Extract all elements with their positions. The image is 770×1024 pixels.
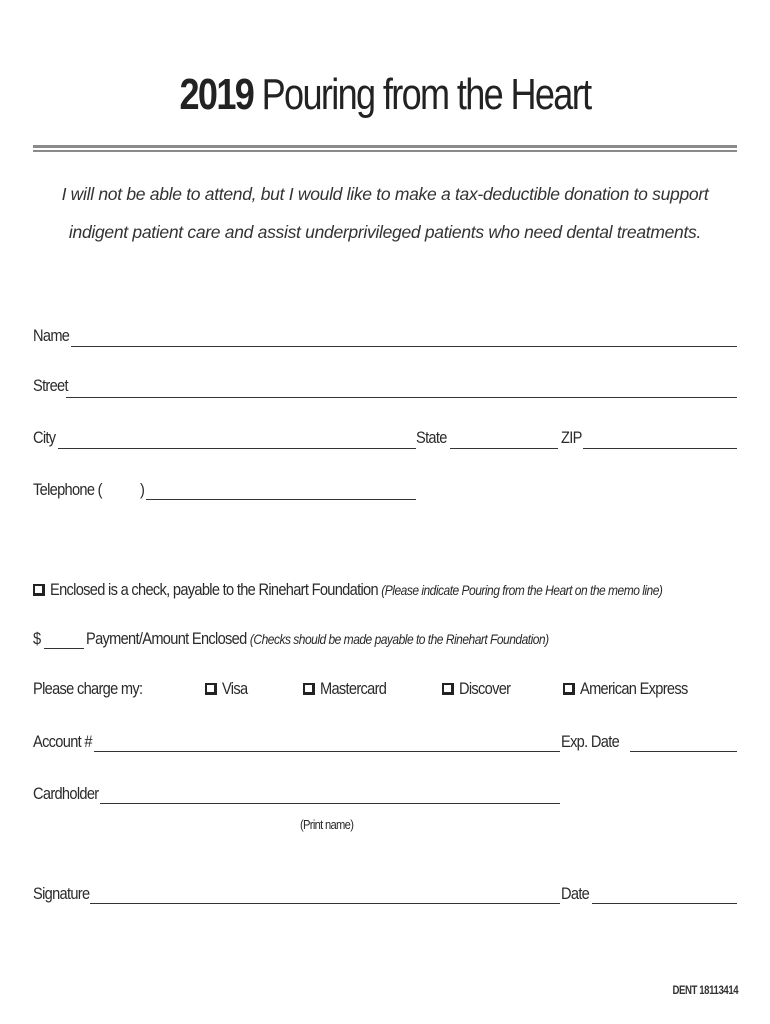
title-year: 2019 (179, 70, 254, 119)
american-express-checkbox[interactable] (563, 683, 575, 695)
visa-checkbox[interactable] (205, 683, 217, 695)
city-field[interactable] (58, 448, 416, 449)
check-enclosed-checkbox[interactable] (33, 584, 45, 596)
name-label: Name (33, 326, 70, 345)
street-field[interactable] (66, 397, 737, 398)
intro-line-1: I will not be able to attend, but I would like to make a tax-deductible donation to support (61, 184, 709, 204)
charge-label: Please charge my: (33, 679, 143, 698)
intro-text (60, 175, 710, 251)
check-enclosed-note: (Please indicate Pouring from the Heart on the memo line) (381, 582, 663, 598)
account-label: Account # (33, 732, 92, 751)
payment-note: (Checks should be made payable to the Rinehart Foundation) (249, 631, 549, 647)
mastercard-checkbox[interactable] (303, 683, 315, 695)
zip-label: ZIP (561, 428, 582, 447)
check-enclosed-label: Enclosed is a check, payable to the Rinehart Foundation (50, 580, 378, 599)
street-label: Street (33, 376, 68, 395)
exp-date-label: Exp. Date (561, 732, 620, 751)
state-field[interactable] (450, 448, 558, 449)
discover-checkbox[interactable] (442, 683, 454, 695)
date-field[interactable] (592, 903, 737, 904)
cardholder-field[interactable] (100, 803, 560, 804)
signature-field[interactable] (90, 903, 560, 904)
signature-label: Signature (33, 884, 90, 903)
header-rule-bottom (33, 150, 737, 152)
account-field[interactable] (94, 751, 560, 752)
telephone-paren-close: ) (140, 480, 145, 499)
discover-label: Discover (459, 679, 511, 698)
payment-amount-field[interactable] (44, 648, 84, 649)
exp-date-field[interactable] (630, 751, 737, 752)
cardholder-label: Cardholder (33, 784, 99, 803)
check-enclosed-text (50, 580, 662, 600)
title-text: Pouring from the Heart (253, 70, 591, 119)
name-field[interactable] (71, 346, 737, 347)
print-name-hint: (Print name) (300, 817, 354, 832)
payment-label: Payment/Amount Enclosed (86, 629, 247, 648)
form-title (69, 70, 700, 120)
american-express-label: American Express (580, 679, 688, 698)
form-code: DENT 18113414 (672, 983, 738, 997)
payment-text (86, 629, 549, 649)
zip-field[interactable] (583, 448, 737, 449)
dollar-sign: $ (33, 629, 41, 648)
visa-label: Visa (222, 679, 248, 698)
date-label: Date (561, 884, 590, 903)
city-label: City (33, 428, 56, 447)
state-label: State (416, 428, 447, 447)
intro-line-2: indigent patient care and assist underprivileged patients who need dental treatments. (68, 222, 702, 242)
telephone-field[interactable] (146, 499, 416, 500)
mastercard-label: Mastercard (320, 679, 387, 698)
telephone-label: Telephone ( (33, 480, 102, 499)
header-rule-top (33, 145, 737, 148)
